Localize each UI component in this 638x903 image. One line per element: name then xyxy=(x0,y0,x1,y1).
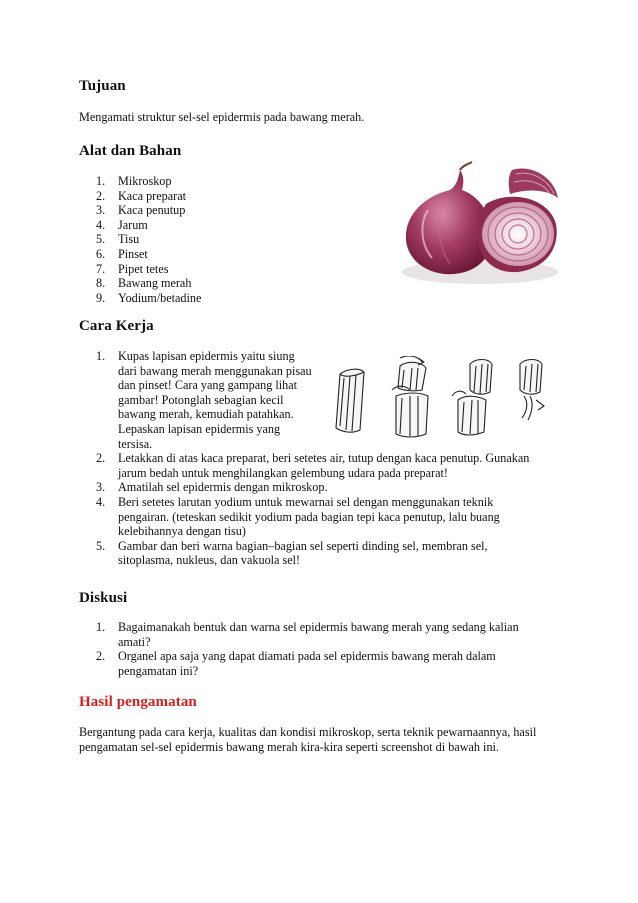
alat-list xyxy=(96,174,201,305)
heading-alat-bahan: Alat dan Bahan xyxy=(79,143,182,159)
list-item: 2. Kaca preparat xyxy=(96,188,186,203)
tujuan-text: Mengamati struktur sel-sel epidermis pada bawang merah. xyxy=(79,110,365,124)
hasil-text: Bergantung pada cara kerja, kualitas dan kondisi mikroskop, serta teknik pewarnaannya, hasil pengamatan sel-sel epidermis bawang merah kira-kira seperti screenshot di bawah ini. xyxy=(79,725,537,754)
list-item: 1. Kupas lapisan epidermis yaitu siung dari bawang merah menggunakan pisau dan pinset! Cara yang gampang lihat gambar! Potonglah sebagian kecil bawang merah, kemudiah patahkan. Lepaskan lapisan epidermis yang tersisa. xyxy=(96,349,312,451)
heading-hasil-pengamatan: Hasil pengamatan xyxy=(79,694,197,710)
list-item: 5. Tisu xyxy=(96,232,140,247)
step-b-sketch xyxy=(392,356,428,437)
list-item: 1. Mikroskop xyxy=(96,174,172,188)
list-item: 2. Organel apa saja yang dapat diamati pada sel epidermis bawang merah dalam pengamatan ini? xyxy=(96,649,496,678)
list-item: 8. Bawang merah xyxy=(96,276,192,291)
heading-cara-kerja: Cara Kerja xyxy=(79,318,154,334)
onion-image xyxy=(398,160,562,288)
heading-tujuan: Tujuan xyxy=(79,78,126,94)
list-item: 2. Letakkan di atas kaca preparat, beri setetes air, tutup dengan kaca penutup. Gunakan jarum bedah untuk menghilangkan gelembung udara pada preparat! xyxy=(96,451,530,480)
list-item: 3. Amatilah sel epidermis dengan mikroskop. xyxy=(96,480,328,495)
step-d-sketch xyxy=(520,360,544,421)
list-item: 9. Yodium/betadine xyxy=(96,290,202,305)
heading-diskusi: Diskusi xyxy=(79,590,128,606)
list-item: 7. Pipet tetes xyxy=(96,261,169,276)
diskusi-list xyxy=(96,620,566,678)
list-item: 3. Kaca penutup xyxy=(96,203,186,218)
list-item: 4. Jarum xyxy=(96,217,148,232)
step-c-sketch xyxy=(452,360,492,436)
peeling-steps-illustration xyxy=(330,356,552,442)
list-item: 5. Gambar dan beri warna bagian–bagian sel seperti dinding sel, membran sel, sitoplasma, nukleus, dan vakuola sel! xyxy=(96,538,488,568)
step-a-sketch xyxy=(336,369,364,432)
list-item: 6. Pinset xyxy=(96,246,148,261)
list-item: 1. Bagaimanakah bentuk dan warna sel epidermis bawang merah yang sedang kalian amati? xyxy=(96,620,519,649)
list-item: 4. Beri setetes larutan yodium untuk mewarnai sel dengan menggunakan teknik pengairan. (teteskan sedikit yodium pada bagian tepi kaca penutup, lalu buang kelebihannya dengan tisu) xyxy=(96,494,500,539)
